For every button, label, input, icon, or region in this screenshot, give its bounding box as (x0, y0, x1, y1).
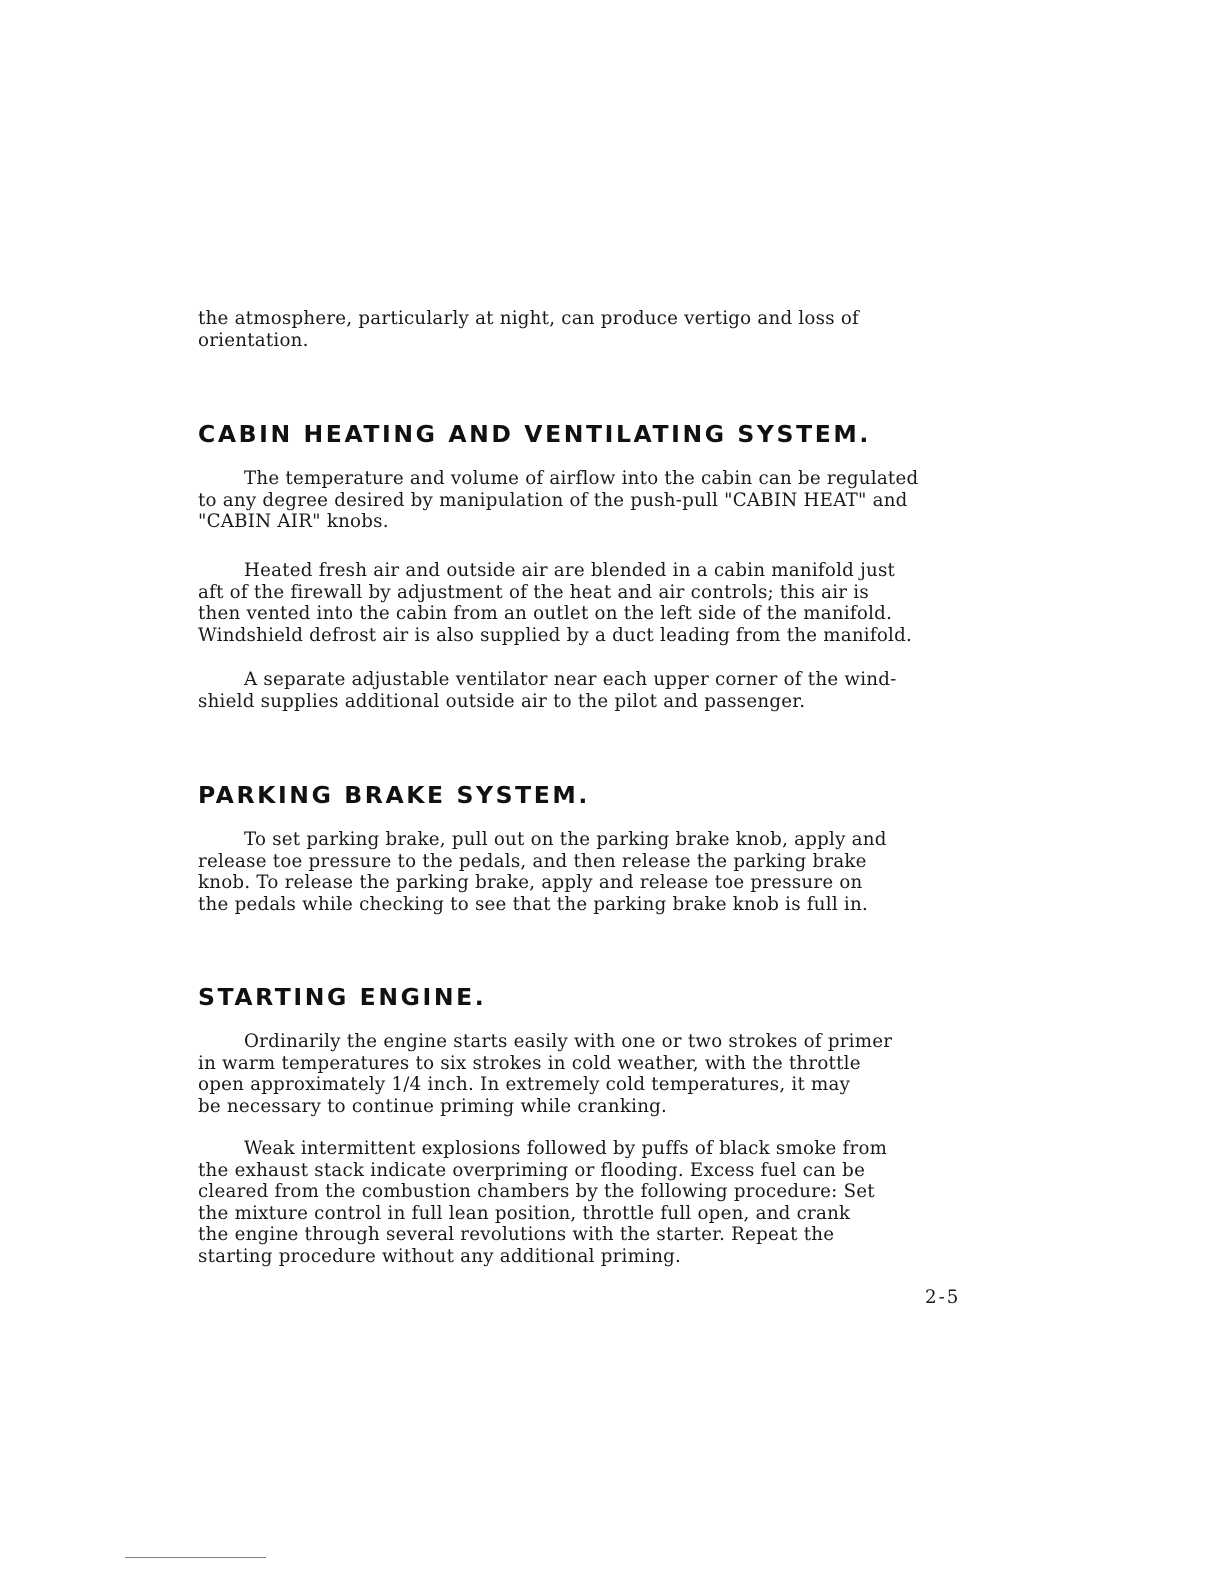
parking-brake-line-2: release toe pressure to the pedals, and then release the parking brake (198, 850, 867, 872)
footer-rule (125, 1557, 266, 1558)
cabin-heating-p3-line-1: A separate adjustable ventilator near each upper corner of the wind- (244, 669, 897, 690)
parking-brake-line-4: the pedals while checking to see that the parking brake knob is full in. (198, 893, 868, 915)
cabin-heating-p1-line-2: to any degree desired by manipulation of the push-pull "CABIN HEAT" and (198, 489, 908, 511)
parking-brake-paragraph (198, 829, 978, 915)
starting-engine-p2-line-6: starting procedure without any additional priming. (198, 1245, 682, 1267)
cabin-heating-p2-line-4: Windshield defrost air is also supplied by a duct leading from the manifold. (198, 624, 913, 646)
cabin-heating-p2-line-3: then vented into the cabin from an outlet on the left side of the manifold. (198, 603, 893, 624)
intro-paragraph (198, 308, 978, 351)
parking-brake-line-3: knob. To release the parking brake, apply and release toe pressure on (198, 872, 863, 893)
cabin-heating-paragraph-2 (198, 560, 978, 646)
intro-line-2: orientation. (198, 329, 309, 351)
starting-engine-p2-line-3: cleared from the combustion chambers by the following procedure: Set (198, 1181, 875, 1202)
cabin-heating-p2-line-2: aft of the firewall by adjustment of the heat and air controls; this air is (198, 581, 869, 603)
parking-brake-heading: PARKING BRAKE SYSTEM. (198, 781, 590, 809)
cabin-heating-heading: CABIN HEATING AND VENTILATING SYSTEM. (198, 420, 871, 448)
starting-engine-p1-line-2: in warm temperatures to six strokes in cold weather, with the throttle (198, 1052, 861, 1074)
starting-engine-p2-line-5: the engine through several revolutions with the starter. Repeat the (198, 1224, 835, 1245)
starting-engine-paragraph-2 (198, 1138, 978, 1267)
parking-brake-line-1: To set parking brake, pull out on the parking brake knob, apply and (244, 829, 887, 850)
cabin-heating-paragraph-3 (198, 669, 978, 712)
starting-engine-p2-line-4: the mixture control in full lean position, throttle full open, and crank (198, 1202, 851, 1224)
starting-engine-paragraph-1 (198, 1031, 978, 1117)
starting-engine-p1-line-1: Ordinarily the engine starts easily with one or two strokes of primer (244, 1031, 893, 1052)
starting-engine-heading: STARTING ENGINE. (198, 983, 487, 1011)
starting-engine-p1-line-3: open approximately 1/4 inch. In extremely cold temperatures, it may (198, 1074, 851, 1095)
intro-line-1: the atmosphere, particularly at night, can produce vertigo and loss of (198, 308, 860, 329)
cabin-heating-p2-line-1: Heated fresh air and outside air are blended in a cabin manifold just (244, 560, 896, 581)
cabin-heating-paragraph-1 (198, 468, 978, 533)
starting-engine-p2-line-1: Weak intermittent explosions followed by puffs of black smoke from (244, 1138, 888, 1159)
page-number: 2-5 (925, 1287, 961, 1308)
starting-engine-p2-line-2: the exhaust stack indicate overpriming or flooding. Excess fuel can be (198, 1159, 866, 1181)
starting-engine-p1-line-4: be necessary to continue priming while cranking. (198, 1095, 668, 1117)
cabin-heating-p3-line-2: shield supplies additional outside air to the pilot and passenger. (198, 690, 806, 712)
cabin-heating-p1-line-1: The temperature and volume of airflow into the cabin can be regulated (244, 468, 919, 489)
cabin-heating-p1-line-3: "CABIN AIR" knobs. (198, 511, 389, 532)
